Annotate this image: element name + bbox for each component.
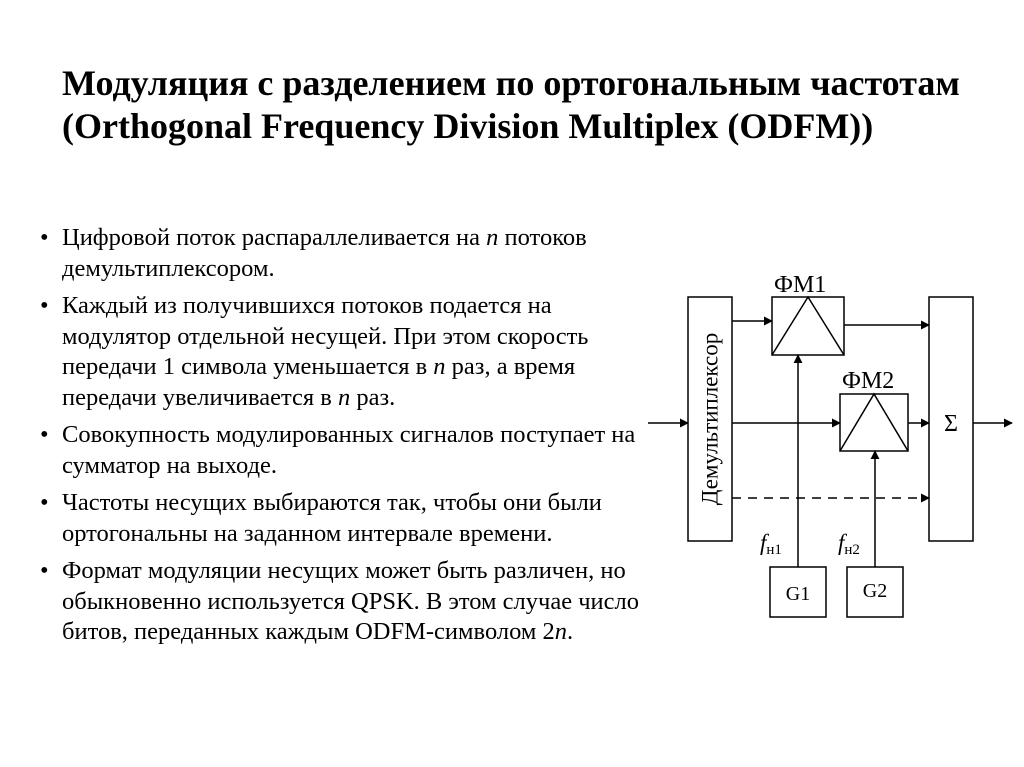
bullet-variable: n — [554, 618, 568, 645]
bullet-text: раз. — [350, 383, 396, 411]
g2-label: G2 — [862, 580, 888, 602]
demultiplexer-label: Демультиплексор — [697, 332, 723, 506]
fm1-triangle-icon — [772, 297, 844, 355]
bullet-marker: • — [40, 421, 49, 448]
sum-label: Σ — [944, 411, 958, 437]
bullet-text: Каждый из получившихся потоков подается на модулятор отдельной несущей. При этом скорость передачи 1 символа уменьшается в — [62, 292, 589, 380]
carrier-frequency-1-label — [760, 530, 782, 558]
bullet-variable: n — [433, 353, 446, 380]
f1-subscript: н1 — [766, 542, 782, 558]
fm2-label: ФМ2 — [842, 368, 895, 394]
fm1-modulator-block — [772, 297, 844, 355]
f1-symbol: f — [760, 530, 767, 555]
bullet-text: Формат модуляции несущих может быть различен, но обыкновенно используется QPSK. В этом случае число битов, переданных каждым ODFM-символом 2 — [62, 557, 639, 645]
carrier-frequency-2-label — [838, 530, 860, 558]
fm2-modulator-block — [840, 394, 908, 451]
bullet-text: раз, а время передачи увеличивается в — [62, 353, 576, 411]
fm1-label: ФМ1 — [774, 272, 827, 298]
bullet-text: Частоты несущих выбираются так, чтобы они были ортогональны на заданном интервале времени. — [62, 489, 602, 547]
bullet-text: потоков демультиплексором. — [62, 224, 587, 282]
bullet-text: Цифровой поток распараллеливается на — [62, 224, 487, 251]
bullet-marker: • — [40, 224, 49, 251]
bullet-variable: n — [337, 383, 351, 411]
bullet-text: Совокупность модулированных сигналов поступает на сумматор на выходе. — [62, 421, 636, 479]
fm2-triangle-icon — [840, 394, 908, 451]
bullet-variable: n — [486, 224, 499, 251]
slide-title: Модуляция с разделением по ортогональным частотам (Orthogonal Frequency Division Multiplex (ODFM)) — [62, 63, 960, 146]
bullet-marker: • — [40, 557, 49, 584]
g1-label: G1 — [785, 583, 811, 605]
bullet-marker: • — [40, 489, 49, 516]
bullet-text: . — [567, 618, 574, 645]
f2-subscript: н2 — [844, 542, 860, 558]
bullet-marker: • — [40, 292, 49, 319]
f2-symbol: f — [838, 530, 845, 555]
